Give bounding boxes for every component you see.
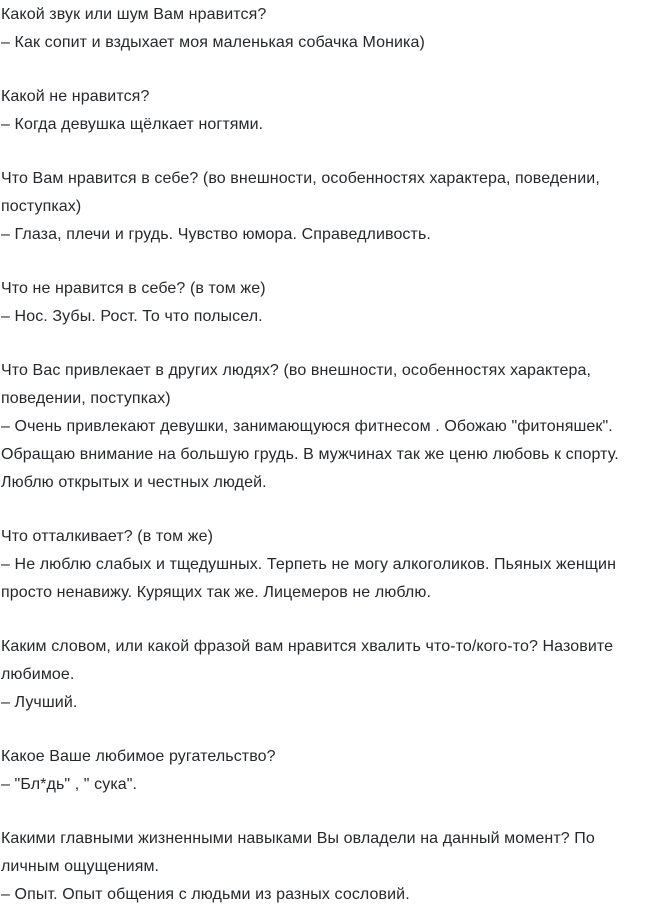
answer-text: – Не люблю слабых и тщедушных. Терпеть не могу алкоголиков. Пьяных женщин просто ненавижу. Курящих так же. Лицемеров не люблю.	[1, 556, 621, 601]
answer-text: – Лучший.	[1, 694, 78, 711]
answer-text: – Очень привлекают девушки, занимающуюся фитнесом . Обожаю "фитоняшек". Обращаю внимание на большую грудь. В мужчинах так же ценю любовь к спорту. Люблю открытых и честных людей.	[1, 418, 624, 491]
question-text: Что отталкивает? (в том же)	[1, 528, 214, 545]
qa-block-6	[1, 523, 646, 607]
question-text: Каким словом, или какой фразой вам нравится хвалить что-то/кого-то? Назовите любимое.	[1, 638, 618, 683]
question-text: Какое Ваше любимое ругательство?	[1, 748, 276, 765]
question-text: Что Вам нравится в себе? (во внешности, особенностях характера, поведении, поступках)	[1, 170, 605, 215]
answer-text: – Как сопит и вздыхает моя маленькая собачка Моника)	[1, 34, 425, 51]
answer-text: – Опыт. Опыт общения с людьми из разных сословий.	[1, 886, 410, 903]
qa-block-1	[1, 1, 646, 57]
answer-text: – Когда девушка щёлкает ногтями.	[1, 116, 264, 133]
question-text: Какими главными жизненными навыками Вы овладели на данный момент? По личным ощущениям.	[1, 830, 600, 875]
answer-text: – Глаза, плечи и грудь. Чувство юмора. Справедливость.	[1, 226, 431, 243]
answer-text: – "Бл*дь" , " сука".	[1, 776, 138, 793]
questionnaire-body	[1, 1, 646, 909]
qa-block-2	[1, 83, 646, 139]
qa-block-7	[1, 633, 646, 717]
qa-block-9	[1, 825, 646, 909]
question-text: Что Вас привлекает в других людях? (во внешности, особенностях характера, поведении, поступках)	[1, 362, 596, 407]
answer-text: – Нос. Зубы. Рост. То что полысел.	[1, 308, 263, 325]
question-text: Какой не нравится?	[1, 88, 150, 105]
question-text: Какой звук или шум Вам нравится?	[1, 6, 267, 23]
qa-block-4	[1, 275, 646, 331]
qa-block-3	[1, 165, 646, 249]
qa-block-8	[1, 743, 646, 799]
question-text: Что не нравится в себе? (в том же)	[1, 280, 266, 297]
qa-block-5	[1, 357, 646, 497]
